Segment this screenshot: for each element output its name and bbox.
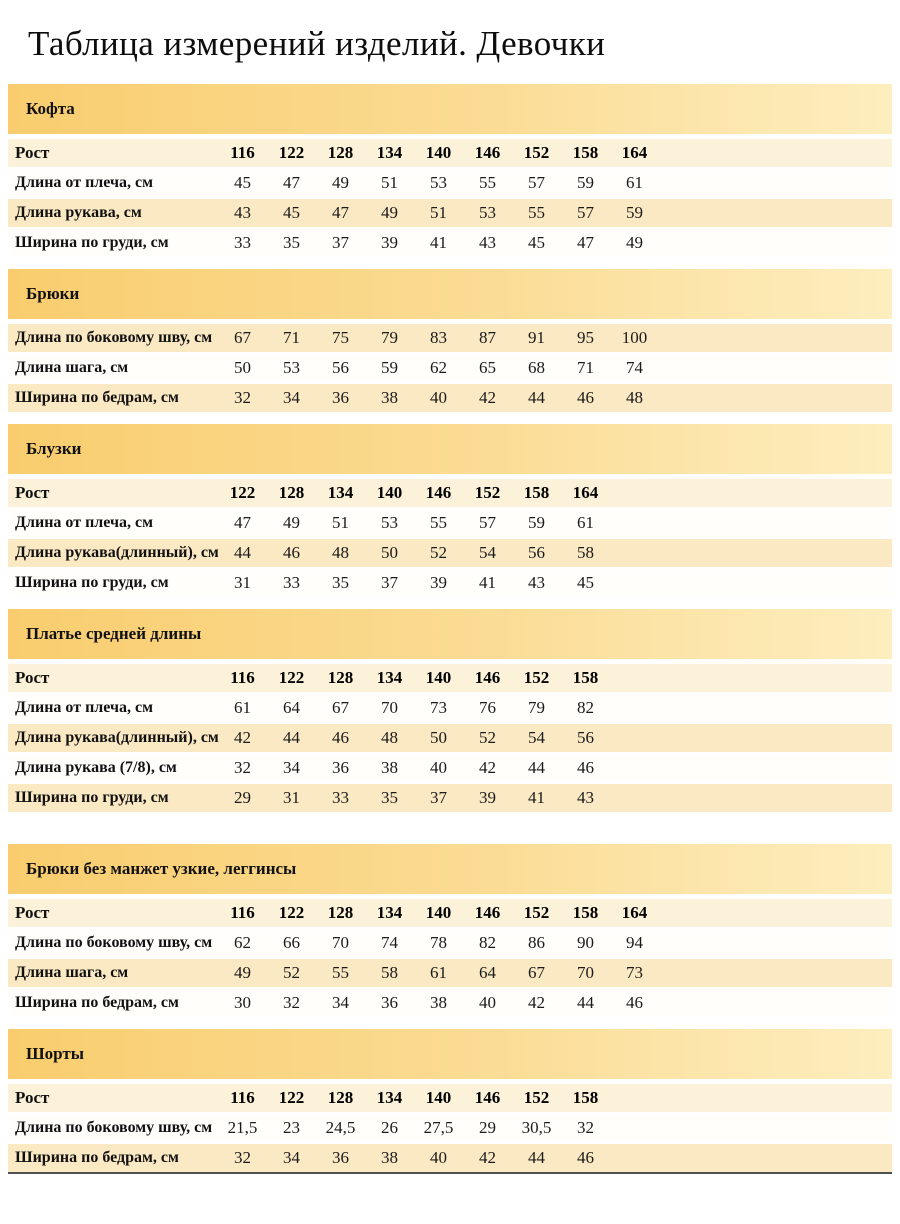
table-row bbox=[8, 324, 892, 354]
row-label: Длина от плеча, см bbox=[15, 514, 153, 531]
table-row bbox=[8, 1114, 892, 1144]
cell-value: 164 bbox=[621, 143, 648, 162]
cell-value: 87 bbox=[479, 328, 496, 347]
cell-value: 21,5 bbox=[227, 1118, 258, 1137]
cell-value: 100 bbox=[621, 328, 648, 347]
section-header-band bbox=[8, 269, 892, 319]
cell-value: 52 bbox=[479, 728, 496, 747]
cell-value: 73 bbox=[626, 963, 643, 982]
row-label: Длина от плеча, см bbox=[15, 174, 153, 191]
section-header-band bbox=[8, 84, 892, 134]
cell-value: 45 bbox=[577, 573, 594, 592]
cell-value: 32 bbox=[234, 388, 251, 407]
cell-value: 37 bbox=[332, 233, 349, 252]
cell-value: 66 bbox=[283, 933, 300, 952]
cell-value: 71 bbox=[283, 328, 300, 347]
cell-value: 140 bbox=[425, 1088, 452, 1107]
cell-value: 33 bbox=[332, 788, 349, 807]
cell-value: 26 bbox=[381, 1118, 398, 1137]
cell-value: 59 bbox=[381, 358, 398, 377]
cell-value: 54 bbox=[528, 728, 545, 747]
cell-value: 53 bbox=[430, 173, 447, 192]
cell-value: 86 bbox=[528, 933, 545, 952]
cell-value: 52 bbox=[283, 963, 300, 982]
cell-value: 158 bbox=[572, 903, 599, 922]
table-row bbox=[8, 354, 892, 384]
measurement-table bbox=[8, 139, 892, 259]
table-row bbox=[8, 1084, 892, 1114]
cell-value: 76 bbox=[479, 698, 496, 717]
row-label: Рост bbox=[15, 668, 50, 687]
cell-value: 35 bbox=[332, 573, 349, 592]
cell-value: 46 bbox=[283, 543, 300, 562]
cell-value: 51 bbox=[381, 173, 398, 192]
cell-value: 29 bbox=[479, 1118, 496, 1137]
cell-value: 122 bbox=[229, 483, 256, 502]
cell-value: 116 bbox=[230, 143, 255, 162]
table-row bbox=[8, 724, 892, 754]
cell-value: 64 bbox=[283, 698, 300, 717]
measurement-table bbox=[8, 899, 892, 1019]
cell-value: 79 bbox=[381, 328, 398, 347]
measurement-section bbox=[8, 844, 892, 1019]
cell-value: 53 bbox=[479, 203, 496, 222]
section-header-band bbox=[8, 424, 892, 474]
cell-value: 68 bbox=[528, 358, 545, 377]
cell-value: 34 bbox=[332, 993, 349, 1012]
cell-value: 82 bbox=[577, 698, 594, 717]
cell-value: 33 bbox=[283, 573, 300, 592]
cell-value: 39 bbox=[430, 573, 447, 592]
cell-value: 62 bbox=[234, 933, 251, 952]
cell-value: 55 bbox=[430, 513, 447, 532]
cell-value: 49 bbox=[283, 513, 300, 532]
cell-value: 52 bbox=[430, 543, 447, 562]
cell-value: 37 bbox=[430, 788, 447, 807]
cell-value: 59 bbox=[528, 513, 545, 532]
cell-value: 40 bbox=[430, 758, 447, 777]
measurement-section bbox=[8, 1029, 892, 1174]
cell-value: 44 bbox=[283, 728, 300, 747]
cell-value: 94 bbox=[626, 933, 643, 952]
cell-value: 53 bbox=[381, 513, 398, 532]
cell-value: 36 bbox=[332, 388, 349, 407]
row-label: Рост bbox=[15, 143, 50, 162]
cell-value: 140 bbox=[425, 143, 452, 162]
cell-value: 44 bbox=[234, 543, 251, 562]
cell-value: 152 bbox=[523, 143, 550, 162]
cell-value: 34 bbox=[283, 388, 300, 407]
cell-value: 32 bbox=[283, 993, 300, 1012]
cell-value: 146 bbox=[474, 143, 501, 162]
table-row bbox=[8, 539, 892, 569]
cell-value: 46 bbox=[626, 993, 643, 1012]
row-label: Ширина по бедрам, см bbox=[15, 1149, 179, 1166]
table-row bbox=[8, 139, 892, 169]
cell-value: 140 bbox=[376, 483, 403, 502]
measurement-table bbox=[8, 479, 892, 599]
table-row bbox=[8, 229, 892, 259]
cell-value: 134 bbox=[327, 483, 354, 502]
cell-value: 47 bbox=[577, 233, 594, 252]
cell-value: 42 bbox=[528, 993, 545, 1012]
cell-value: 61 bbox=[234, 698, 251, 717]
cell-value: 24,5 bbox=[325, 1118, 356, 1137]
cell-value: 59 bbox=[577, 173, 594, 192]
table-row bbox=[8, 1144, 892, 1174]
cell-value: 128 bbox=[327, 668, 354, 687]
cell-value: 38 bbox=[430, 993, 447, 1012]
cell-value: 128 bbox=[327, 903, 354, 922]
cell-value: 55 bbox=[528, 203, 545, 222]
cell-value: 27,5 bbox=[423, 1118, 454, 1137]
cell-value: 146 bbox=[425, 483, 452, 502]
cell-value: 48 bbox=[626, 388, 643, 407]
table-row bbox=[8, 569, 892, 599]
row-label: Длина рукава(длинный), см bbox=[15, 729, 219, 746]
cell-value: 55 bbox=[332, 963, 349, 982]
cell-value: 36 bbox=[381, 993, 398, 1012]
table-row bbox=[8, 754, 892, 784]
cell-value: 61 bbox=[430, 963, 447, 982]
row-label: Длина по боковому шву, см bbox=[15, 934, 213, 951]
cell-value: 56 bbox=[332, 358, 349, 377]
cell-value: 67 bbox=[234, 328, 251, 347]
cell-value: 71 bbox=[577, 358, 594, 377]
cell-value: 45 bbox=[234, 173, 251, 192]
cell-value: 122 bbox=[278, 903, 305, 922]
measurement-section bbox=[8, 609, 892, 814]
cell-value: 50 bbox=[234, 358, 251, 377]
row-label: Ширина по груди, см bbox=[15, 574, 169, 591]
cell-value: 116 bbox=[230, 668, 255, 687]
cell-value: 116 bbox=[230, 903, 255, 922]
measurement-section bbox=[8, 84, 892, 259]
cell-value: 146 bbox=[474, 668, 501, 687]
table-row bbox=[8, 899, 892, 929]
cell-value: 164 bbox=[621, 903, 648, 922]
cell-value: 74 bbox=[626, 358, 643, 377]
cell-value: 33 bbox=[234, 233, 251, 252]
page-title: Таблица измерений изделий. Девочки bbox=[28, 24, 606, 63]
cell-value: 45 bbox=[528, 233, 545, 252]
cell-value: 47 bbox=[234, 513, 251, 532]
cell-value: 42 bbox=[479, 388, 496, 407]
cell-value: 62 bbox=[430, 358, 447, 377]
cell-value: 43 bbox=[479, 233, 496, 252]
cell-value: 38 bbox=[381, 388, 398, 407]
cell-value: 67 bbox=[528, 963, 545, 982]
cell-value: 78 bbox=[430, 933, 447, 952]
cell-value: 152 bbox=[523, 668, 550, 687]
cell-value: 41 bbox=[430, 233, 447, 252]
cell-value: 37 bbox=[381, 573, 398, 592]
cell-value: 53 bbox=[283, 358, 300, 377]
cell-value: 54 bbox=[479, 543, 496, 562]
table-row bbox=[8, 959, 892, 989]
section-title: Платье средней длины bbox=[26, 624, 202, 643]
cell-value: 61 bbox=[626, 173, 643, 192]
cell-value: 47 bbox=[283, 173, 300, 192]
row-label: Ширина по груди, см bbox=[15, 234, 169, 251]
cell-value: 56 bbox=[528, 543, 545, 562]
cell-value: 44 bbox=[528, 758, 545, 777]
cell-value: 32 bbox=[234, 1148, 251, 1167]
table-row bbox=[8, 929, 892, 959]
cell-value: 35 bbox=[283, 233, 300, 252]
cell-value: 82 bbox=[479, 933, 496, 952]
cell-value: 74 bbox=[381, 933, 398, 952]
cell-value: 50 bbox=[381, 543, 398, 562]
cell-value: 67 bbox=[332, 698, 349, 717]
measurement-table bbox=[8, 1084, 892, 1174]
row-label: Длина от плеча, см bbox=[15, 699, 153, 716]
cell-value: 95 bbox=[577, 328, 594, 347]
cell-value: 152 bbox=[523, 903, 550, 922]
cell-value: 41 bbox=[479, 573, 496, 592]
cell-value: 70 bbox=[381, 698, 398, 717]
cell-value: 146 bbox=[474, 1088, 501, 1107]
cell-value: 70 bbox=[332, 933, 349, 952]
cell-value: 46 bbox=[577, 1148, 594, 1167]
sections-container bbox=[8, 84, 892, 1174]
cell-value: 43 bbox=[528, 573, 545, 592]
cell-value: 83 bbox=[430, 328, 447, 347]
cell-value: 49 bbox=[332, 173, 349, 192]
cell-value: 57 bbox=[479, 513, 496, 532]
table-row bbox=[8, 694, 892, 724]
cell-value: 46 bbox=[577, 388, 594, 407]
cell-value: 43 bbox=[577, 788, 594, 807]
cell-value: 146 bbox=[474, 903, 501, 922]
cell-value: 42 bbox=[234, 728, 251, 747]
cell-value: 90 bbox=[577, 933, 594, 952]
cell-value: 36 bbox=[332, 758, 349, 777]
row-label: Рост bbox=[15, 483, 50, 502]
cell-value: 134 bbox=[376, 903, 403, 922]
cell-value: 55 bbox=[479, 173, 496, 192]
cell-value: 116 bbox=[230, 1088, 255, 1107]
cell-value: 44 bbox=[577, 993, 594, 1012]
cell-value: 134 bbox=[376, 1088, 403, 1107]
cell-value: 152 bbox=[474, 483, 501, 502]
cell-value: 50 bbox=[430, 728, 447, 747]
section-header-band bbox=[8, 1029, 892, 1079]
table-row bbox=[8, 384, 892, 414]
row-label: Рост bbox=[15, 903, 50, 922]
table-row bbox=[8, 479, 892, 509]
cell-value: 158 bbox=[572, 668, 599, 687]
cell-value: 122 bbox=[278, 143, 305, 162]
cell-value: 42 bbox=[479, 758, 496, 777]
cell-value: 32 bbox=[234, 758, 251, 777]
row-label: Длина по боковому шву, см bbox=[15, 1119, 213, 1136]
cell-value: 164 bbox=[572, 483, 599, 502]
row-label: Длина по боковому шву, см bbox=[15, 329, 213, 346]
cell-value: 49 bbox=[234, 963, 251, 982]
table-row bbox=[8, 989, 892, 1019]
cell-value: 39 bbox=[381, 233, 398, 252]
cell-value: 58 bbox=[577, 543, 594, 562]
cell-value: 30 bbox=[234, 993, 251, 1012]
cell-value: 134 bbox=[376, 143, 403, 162]
table-row bbox=[8, 509, 892, 539]
cell-value: 49 bbox=[626, 233, 643, 252]
cell-value: 58 bbox=[381, 963, 398, 982]
cell-value: 73 bbox=[430, 698, 447, 717]
cell-value: 47 bbox=[332, 203, 349, 222]
measurement-section bbox=[8, 424, 892, 599]
section-title: Брюки bbox=[26, 284, 80, 303]
cell-value: 48 bbox=[381, 728, 398, 747]
cell-value: 64 bbox=[479, 963, 496, 982]
measurement-section bbox=[8, 269, 892, 414]
cell-value: 140 bbox=[425, 903, 452, 922]
cell-value: 45 bbox=[283, 203, 300, 222]
cell-value: 61 bbox=[577, 513, 594, 532]
cell-value: 158 bbox=[523, 483, 550, 502]
cell-value: 79 bbox=[528, 698, 545, 717]
cell-value: 23 bbox=[283, 1118, 300, 1137]
cell-value: 128 bbox=[327, 143, 354, 162]
cell-value: 44 bbox=[528, 1148, 545, 1167]
cell-value: 128 bbox=[278, 483, 305, 502]
cell-value: 34 bbox=[283, 1148, 300, 1167]
row-label: Длина шага, см bbox=[15, 359, 129, 376]
cell-value: 44 bbox=[528, 388, 545, 407]
row-label: Рост bbox=[15, 1088, 50, 1107]
section-title: Блузки bbox=[26, 439, 82, 458]
cell-value: 140 bbox=[425, 668, 452, 687]
cell-value: 43 bbox=[234, 203, 251, 222]
cell-value: 91 bbox=[528, 328, 545, 347]
row-label: Ширина по бедрам, см bbox=[15, 389, 179, 406]
cell-value: 51 bbox=[430, 203, 447, 222]
cell-value: 152 bbox=[523, 1088, 550, 1107]
cell-value: 65 bbox=[479, 358, 496, 377]
cell-value: 70 bbox=[577, 963, 594, 982]
cell-value: 38 bbox=[381, 758, 398, 777]
measurement-table bbox=[8, 664, 892, 814]
measurement-table bbox=[8, 324, 892, 414]
cell-value: 56 bbox=[577, 728, 594, 747]
cell-value: 49 bbox=[381, 203, 398, 222]
table-row bbox=[8, 199, 892, 229]
cell-value: 122 bbox=[278, 668, 305, 687]
row-label: Длина рукава(длинный), см bbox=[15, 544, 219, 561]
cell-value: 122 bbox=[278, 1088, 305, 1107]
cell-value: 41 bbox=[528, 788, 545, 807]
cell-value: 51 bbox=[332, 513, 349, 532]
cell-value: 48 bbox=[332, 543, 349, 562]
row-label: Длина рукава (7/8), см bbox=[15, 759, 177, 776]
cell-value: 39 bbox=[479, 788, 496, 807]
section-header-band bbox=[8, 844, 892, 894]
cell-value: 158 bbox=[572, 143, 599, 162]
cell-value: 38 bbox=[381, 1148, 398, 1167]
cell-value: 57 bbox=[577, 203, 594, 222]
section-title: Кофта bbox=[26, 99, 75, 118]
cell-value: 40 bbox=[430, 388, 447, 407]
cell-value: 34 bbox=[283, 758, 300, 777]
cell-value: 158 bbox=[572, 1088, 599, 1107]
cell-value: 29 bbox=[234, 788, 251, 807]
cell-value: 75 bbox=[332, 328, 349, 347]
section-title: Брюки без манжет узкие, леггинсы bbox=[26, 859, 297, 878]
row-label: Длина шага, см bbox=[15, 964, 129, 981]
section-header-band bbox=[8, 609, 892, 659]
cell-value: 35 bbox=[381, 788, 398, 807]
cell-value: 32 bbox=[577, 1118, 594, 1137]
row-label: Ширина по бедрам, см bbox=[15, 994, 179, 1011]
cell-value: 31 bbox=[283, 788, 300, 807]
cell-value: 46 bbox=[332, 728, 349, 747]
row-label: Длина рукава, см bbox=[15, 204, 142, 221]
table-row bbox=[8, 784, 892, 814]
measurement-page bbox=[0, 24, 900, 1174]
cell-value: 59 bbox=[626, 203, 643, 222]
cell-value: 40 bbox=[479, 993, 496, 1012]
table-row bbox=[8, 169, 892, 199]
cell-value: 31 bbox=[234, 573, 251, 592]
row-label: Ширина по груди, см bbox=[15, 789, 169, 806]
cell-value: 46 bbox=[577, 758, 594, 777]
cell-value: 134 bbox=[376, 668, 403, 687]
cell-value: 40 bbox=[430, 1148, 447, 1167]
cell-value: 30,5 bbox=[521, 1118, 552, 1137]
cell-value: 128 bbox=[327, 1088, 354, 1107]
cell-value: 36 bbox=[332, 1148, 349, 1167]
table-row bbox=[8, 664, 892, 694]
cell-value: 42 bbox=[479, 1148, 496, 1167]
section-title: Шорты bbox=[26, 1044, 85, 1063]
cell-value: 57 bbox=[528, 173, 545, 192]
